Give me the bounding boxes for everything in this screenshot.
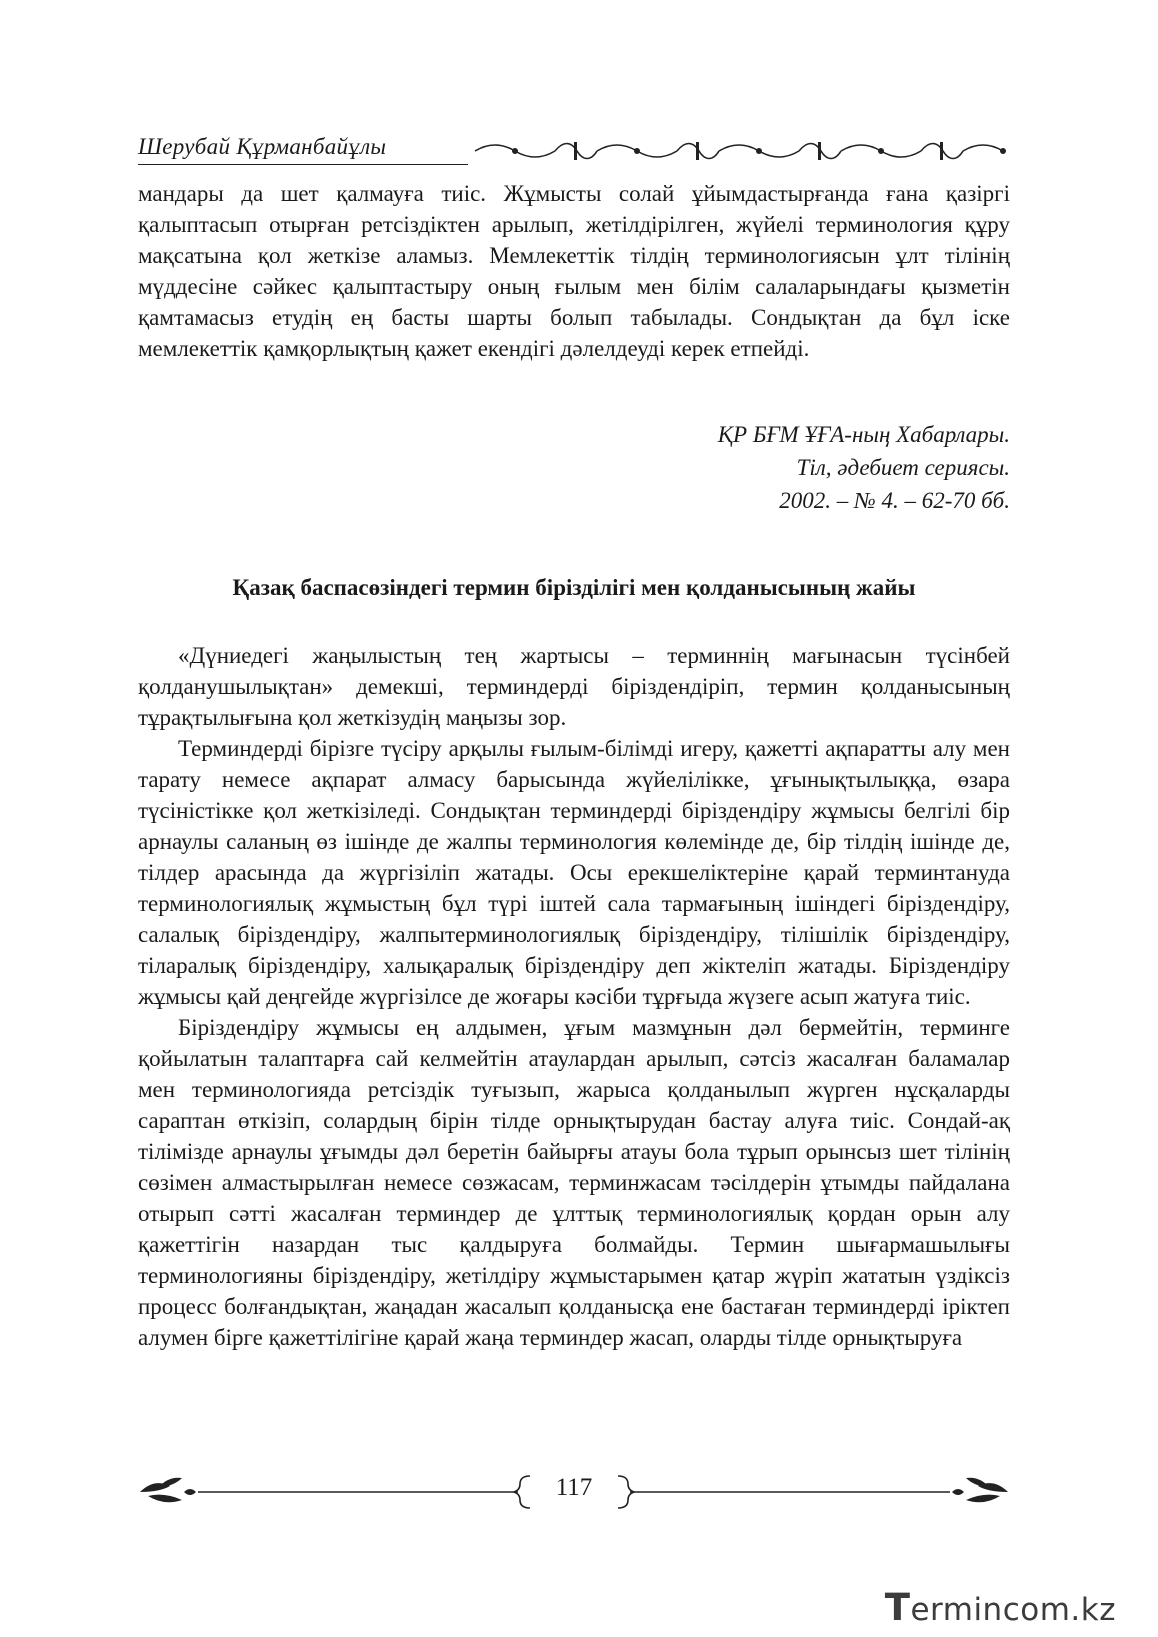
author-name: Шерубай Құрманбайұлы	[138, 134, 387, 159]
paragraph: Біріздендіру жұмысы ең алдымен, ұғым мазмұнын дәл бермейтін, терминге қойылатын талаптарға сай келмейтін атаулардан арылып, сәтсіз жасалған баламалар мен терминологияда ретсіздік туғызып, жарыса қолданылып жүрген нұсқаларды сараптан өткізіп, солардың бірін тілде орнықтырудан бастау алуға тиіс. Сондай-ақ тілімізде арнаулы ұғымды дәл беретін байырғы атауы бола тұрып орынсыз шет тілінің сөзімен алмастырылған немесе сөзжасам, терминжасам тәсілдерін ұтымды пайдалана отырып сәтті жасалған терминдер де ұлттық терминологиялық қордан орын алу қажеттігін назардан тыс қалдыруға болмайды. Термин шығармашылығы терминологияны біріздендіру, жетілдіру жұмыстарымен қатар жүріп жататын үздіксіз процесс болғандықтан, жаңадан жасалып қолданысқа ене бастаған терминдерді іріктеп алумен бірге қажеттілігіне қарай жаңа терминдер жасап, оларды тілде орнықтыруға	[138, 1015, 1010, 1350]
watermark-o: o	[1020, 1592, 1040, 1628]
section-heading: Қазақ баспасөзіндегі термин біріздiлігі мен қолданысының жайы	[232, 575, 916, 600]
continuation-text	[138, 178, 1010, 364]
site-watermark	[885, 1586, 1116, 1629]
watermark-initial: T	[884, 1586, 911, 1629]
citation-line: Тіл, әдебиет сериясы.	[796, 455, 1010, 480]
section-body	[138, 640, 1010, 1353]
paragraph: Терминдерді бірізге түсіру арқылы ғылым-білімді игеру, қажетті ақпаратты алу мен тарату немесе ақпарат алмасу барысында жүйелілікке, ұғынықтылыққа, өзара түсіністікке қол жеткізіледі. Сондықтан терминдерді біріздендіру жұмысы белгілі бір арнаулы саланың өз ішінде де жалпы терминология көлемінде де, бір тілдің ішінде де, тілдер арасында да жүргізіліп жатады. Осы ерекшеліктеріне қарай терминтануда терминологиялық жұмыстың бұл түрі іштей сала тармағының ішіндегі біріздендіру, салалық біріздендіру, жалпытерминологиялық біріздендіру, тілішілік біріздендіру, тіларалық біріздендіру, халықаралық біріздендіру деп жіктеліп жатады. Біріздендіру жұмысы қай деңгейде жүргізілсе де жоғары кәсіби тұрғыда жүзеге асып жатуға тиіс.	[138, 736, 1010, 1009]
paragraph: «Дүниедегі жаңылыстың тең жартысы – терминнің мағынасын түсінбей қолданушылықтан» демекші, терминдерді біріздендіріп, термин қолданысының тұрақтылығына қол жеткізудің маңызы зор.	[138, 643, 1010, 730]
running-header	[138, 134, 1010, 166]
page-number: 117	[555, 1474, 593, 1501]
page-footer	[138, 1470, 1010, 1522]
watermark-text: erminc	[910, 1592, 1021, 1628]
paragraph: мандары да шет қалмауға тиіс. Жұмысты солай ұйымдастырғанда ғана қазіргі қалыптасып отырған ретсіздіктен арылып, жетілдірілген, жүйелі терминология құру мақсатына қол жеткізе аламыз. Мемлекеттік тілдің терминологиясын ұлт тілінің мүддесіне сәйкес қалыптастыру оның ғылым мен білім салаларындағы қызметін қамтамасыз етудің ең басты шарты болып табылады. Сондықтан да бұл іске мемлекеттік қамқорлықтың қажет екендігі дәлелдеуді керек етпейді.	[138, 181, 1010, 361]
citation-line: 2002. – № 4. – 62-70 бб.	[779, 488, 1010, 513]
watermark-tail: m.kz	[1039, 1592, 1116, 1628]
citation-line: ҚР БҒМ ҰҒА-ның Хабарлары.	[717, 422, 1010, 447]
citation	[510, 418, 1010, 517]
header-rule	[138, 164, 468, 165]
header-ornament-icon	[473, 138, 1010, 164]
